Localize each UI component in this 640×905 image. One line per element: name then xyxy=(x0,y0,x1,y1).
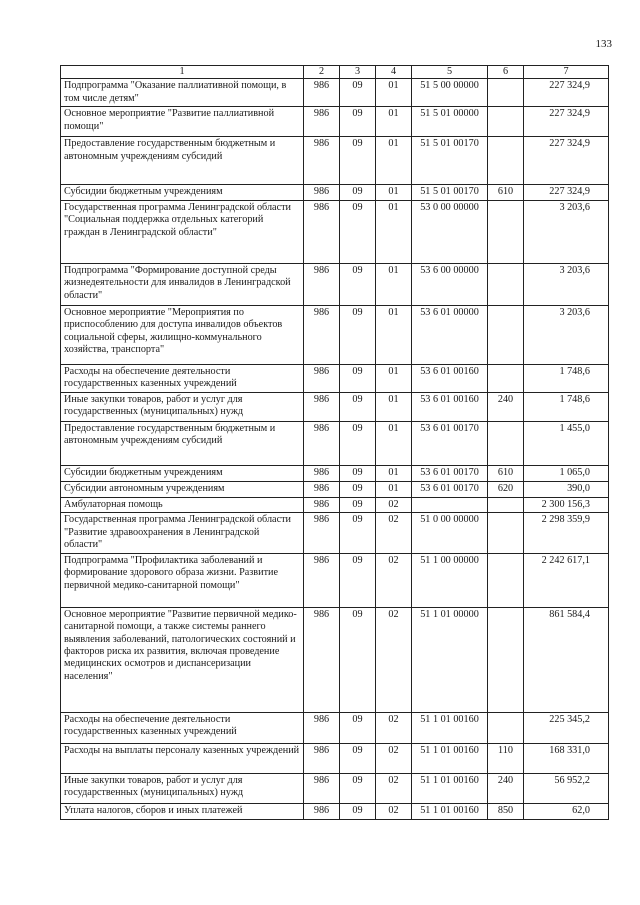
header-cell: 2 xyxy=(304,66,340,79)
cell-vr xyxy=(488,79,524,107)
table-row xyxy=(61,803,609,819)
cell-name: Предоставление государственным бюджетным и автономным учреждениям субсидий xyxy=(61,137,304,185)
cell-name: Уплата налогов, сборов и иных платежей xyxy=(61,803,304,819)
table-row xyxy=(61,107,609,137)
budget-table xyxy=(60,65,609,820)
cell-amount: 3 203,6 xyxy=(524,305,609,364)
cell-target: 53 6 01 00170 xyxy=(412,421,488,465)
cell-target xyxy=(412,497,488,512)
cell-target: 51 5 01 00170 xyxy=(412,137,488,185)
table-row xyxy=(61,465,609,481)
cell-target: 51 1 01 00160 xyxy=(412,743,488,773)
cell-vr xyxy=(488,553,524,607)
cell-section: 09 xyxy=(340,607,376,712)
cell-name: Амбулаторная помощь xyxy=(61,497,304,512)
header-cell: 5 xyxy=(412,66,488,79)
cell-vr xyxy=(488,137,524,185)
cell-target: 51 1 01 00160 xyxy=(412,773,488,803)
cell-section: 09 xyxy=(340,773,376,803)
cell-subsection: 01 xyxy=(376,364,412,392)
cell-vr xyxy=(488,263,524,305)
cell-ministry: 986 xyxy=(304,553,340,607)
page-number: 133 xyxy=(595,38,612,50)
cell-section: 09 xyxy=(340,513,376,553)
table-row xyxy=(61,263,609,305)
cell-amount: 56 952,2 xyxy=(524,773,609,803)
cell-vr: 110 xyxy=(488,743,524,773)
cell-ministry: 986 xyxy=(304,773,340,803)
cell-section: 09 xyxy=(340,107,376,137)
cell-vr: 240 xyxy=(488,773,524,803)
cell-ministry: 986 xyxy=(304,185,340,200)
cell-name: Иные закупки товаров, работ и услуг для государственных (муниципальных) нужд xyxy=(61,392,304,421)
cell-ministry: 986 xyxy=(304,743,340,773)
cell-ministry: 986 xyxy=(304,137,340,185)
cell-name: Расходы на обеспечение деятельности государственных казенных учреждений xyxy=(61,712,304,743)
table-row xyxy=(61,79,609,107)
cell-name: Подпрограмма "Профилактика заболеваний и формирование здорового образа жизни. Развитие первичной медико-санитарной помощи" xyxy=(61,553,304,607)
cell-amount: 2 242 617,1 xyxy=(524,553,609,607)
cell-vr: 240 xyxy=(488,392,524,421)
cell-name: Основное мероприятие "Развитие первичной медико-санитарной помощи, а также системы раннего выявления заболеваний, патологических состояний и факторов риска их развития, включая проведение медицинских осмотров и диспансеризации населения" xyxy=(61,607,304,712)
cell-section: 09 xyxy=(340,497,376,512)
cell-name: Расходы на обеспечение деятельности государственных казенных учреждений xyxy=(61,364,304,392)
cell-ministry: 986 xyxy=(304,513,340,553)
table-row xyxy=(61,481,609,497)
cell-ministry: 986 xyxy=(304,305,340,364)
cell-target: 53 6 01 00170 xyxy=(412,465,488,481)
cell-vr xyxy=(488,513,524,553)
cell-target: 53 6 01 00160 xyxy=(412,364,488,392)
cell-ministry: 986 xyxy=(304,607,340,712)
cell-amount: 1 065,0 xyxy=(524,465,609,481)
cell-section: 09 xyxy=(340,200,376,263)
table-row xyxy=(61,743,609,773)
cell-subsection: 02 xyxy=(376,743,412,773)
cell-subsection: 02 xyxy=(376,803,412,819)
header-cell: 4 xyxy=(376,66,412,79)
cell-name: Подпрограмма "Формирование доступной среды жизнедеятельности для инвалидов в Ленинградской области" xyxy=(61,263,304,305)
cell-vr xyxy=(488,305,524,364)
table-row xyxy=(61,513,609,553)
table-row xyxy=(61,421,609,465)
cell-section: 09 xyxy=(340,364,376,392)
cell-target: 51 5 01 00000 xyxy=(412,107,488,137)
cell-amount: 227 324,9 xyxy=(524,79,609,107)
cell-ministry: 986 xyxy=(304,803,340,819)
cell-amount: 227 324,9 xyxy=(524,137,609,185)
cell-section: 09 xyxy=(340,465,376,481)
cell-subsection: 01 xyxy=(376,392,412,421)
table-row xyxy=(61,497,609,512)
cell-section: 09 xyxy=(340,263,376,305)
cell-amount: 227 324,9 xyxy=(524,185,609,200)
cell-ministry: 986 xyxy=(304,497,340,512)
cell-target: 53 6 01 00170 xyxy=(412,481,488,497)
cell-name: Иные закупки товаров, работ и услуг для государственных (муниципальных) нужд xyxy=(61,773,304,803)
cell-vr xyxy=(488,364,524,392)
cell-amount: 390,0 xyxy=(524,481,609,497)
cell-name: Государственная программа Ленинградской области "Социальная поддержка отдельных категорий граждан в Ленинградской области" xyxy=(61,200,304,263)
table-row xyxy=(61,200,609,263)
cell-name: Предоставление государственным бюджетным и автономным учреждениям субсидий xyxy=(61,421,304,465)
cell-target: 51 5 00 00000 xyxy=(412,79,488,107)
cell-amount: 227 324,9 xyxy=(524,107,609,137)
cell-target: 51 1 01 00160 xyxy=(412,712,488,743)
cell-section: 09 xyxy=(340,79,376,107)
header-cell: 3 xyxy=(340,66,376,79)
table-row xyxy=(61,364,609,392)
cell-subsection: 01 xyxy=(376,305,412,364)
cell-section: 09 xyxy=(340,712,376,743)
cell-section: 09 xyxy=(340,185,376,200)
table-body xyxy=(61,66,609,820)
cell-target: 53 6 00 00000 xyxy=(412,263,488,305)
cell-vr: 850 xyxy=(488,803,524,819)
cell-name: Государственная программа Ленинградской области "Развитие здравоохранения в Ленинградской области" xyxy=(61,513,304,553)
header-row xyxy=(61,66,609,79)
cell-vr: 620 xyxy=(488,481,524,497)
cell-vr xyxy=(488,712,524,743)
cell-ministry: 986 xyxy=(304,107,340,137)
cell-target: 53 6 01 00160 xyxy=(412,392,488,421)
cell-amount: 62,0 xyxy=(524,803,609,819)
cell-amount: 1 748,6 xyxy=(524,392,609,421)
table-row xyxy=(61,773,609,803)
cell-subsection: 01 xyxy=(376,465,412,481)
cell-subsection: 02 xyxy=(376,497,412,512)
cell-amount: 3 203,6 xyxy=(524,200,609,263)
cell-subsection: 02 xyxy=(376,773,412,803)
cell-subsection: 01 xyxy=(376,263,412,305)
cell-vr xyxy=(488,497,524,512)
cell-section: 09 xyxy=(340,305,376,364)
cell-ministry: 986 xyxy=(304,364,340,392)
cell-ministry: 986 xyxy=(304,712,340,743)
cell-section: 09 xyxy=(340,421,376,465)
cell-amount: 861 584,4 xyxy=(524,607,609,712)
cell-name: Субсидии автономным учреждениям xyxy=(61,481,304,497)
cell-amount: 225 345,2 xyxy=(524,712,609,743)
cell-ministry: 986 xyxy=(304,79,340,107)
table-row xyxy=(61,137,609,185)
table-row xyxy=(61,185,609,200)
cell-subsection: 01 xyxy=(376,185,412,200)
cell-section: 09 xyxy=(340,743,376,773)
cell-target: 51 1 00 00000 xyxy=(412,553,488,607)
cell-subsection: 02 xyxy=(376,553,412,607)
cell-target: 53 6 01 00000 xyxy=(412,305,488,364)
cell-amount: 168 331,0 xyxy=(524,743,609,773)
cell-target: 51 1 01 00160 xyxy=(412,803,488,819)
cell-ministry: 986 xyxy=(304,421,340,465)
cell-ministry: 986 xyxy=(304,263,340,305)
cell-name: Субсидии бюджетным учреждениям xyxy=(61,185,304,200)
cell-ministry: 986 xyxy=(304,392,340,421)
cell-section: 09 xyxy=(340,803,376,819)
cell-subsection: 01 xyxy=(376,137,412,185)
cell-name: Субсидии бюджетным учреждениям xyxy=(61,465,304,481)
cell-ministry: 986 xyxy=(304,481,340,497)
cell-amount: 3 203,6 xyxy=(524,263,609,305)
table-row xyxy=(61,392,609,421)
cell-amount: 2 298 359,9 xyxy=(524,513,609,553)
cell-ministry: 986 xyxy=(304,465,340,481)
cell-amount: 2 300 156,3 xyxy=(524,497,609,512)
cell-vr: 610 xyxy=(488,185,524,200)
cell-section: 09 xyxy=(340,481,376,497)
table-row xyxy=(61,712,609,743)
cell-name: Основное мероприятие "Мероприятия по приспособлению для доступа инвалидов объектов социальной сферы, жилищно-коммунального хозяйства, транспорта" xyxy=(61,305,304,364)
cell-target: 51 5 01 00170 xyxy=(412,185,488,200)
cell-section: 09 xyxy=(340,392,376,421)
cell-amount: 1 748,6 xyxy=(524,364,609,392)
cell-amount: 1 455,0 xyxy=(524,421,609,465)
header-cell: 6 xyxy=(488,66,524,79)
cell-subsection: 01 xyxy=(376,107,412,137)
header-cell: 7 xyxy=(524,66,609,79)
table-row xyxy=(61,305,609,364)
cell-subsection: 02 xyxy=(376,513,412,553)
cell-target: 53 0 00 00000 xyxy=(412,200,488,263)
cell-subsection: 01 xyxy=(376,79,412,107)
table-row xyxy=(61,607,609,712)
cell-target: 51 0 00 00000 xyxy=(412,513,488,553)
cell-subsection: 01 xyxy=(376,481,412,497)
cell-section: 09 xyxy=(340,553,376,607)
cell-subsection: 02 xyxy=(376,607,412,712)
cell-vr xyxy=(488,421,524,465)
cell-subsection: 01 xyxy=(376,421,412,465)
cell-section: 09 xyxy=(340,137,376,185)
cell-target: 51 1 01 00000 xyxy=(412,607,488,712)
table-row xyxy=(61,553,609,607)
cell-name: Основное мероприятие "Развитие паллиативной помощи" xyxy=(61,107,304,137)
cell-vr xyxy=(488,107,524,137)
cell-vr: 610 xyxy=(488,465,524,481)
cell-subsection: 02 xyxy=(376,712,412,743)
cell-ministry: 986 xyxy=(304,200,340,263)
header-cell: 1 xyxy=(61,66,304,79)
cell-name: Подпрограмма "Оказание паллиативной помощи, в том числе детям" xyxy=(61,79,304,107)
cell-subsection: 01 xyxy=(376,200,412,263)
cell-name: Расходы на выплаты персоналу казенных учреждений xyxy=(61,743,304,773)
cell-vr xyxy=(488,607,524,712)
cell-vr xyxy=(488,200,524,263)
